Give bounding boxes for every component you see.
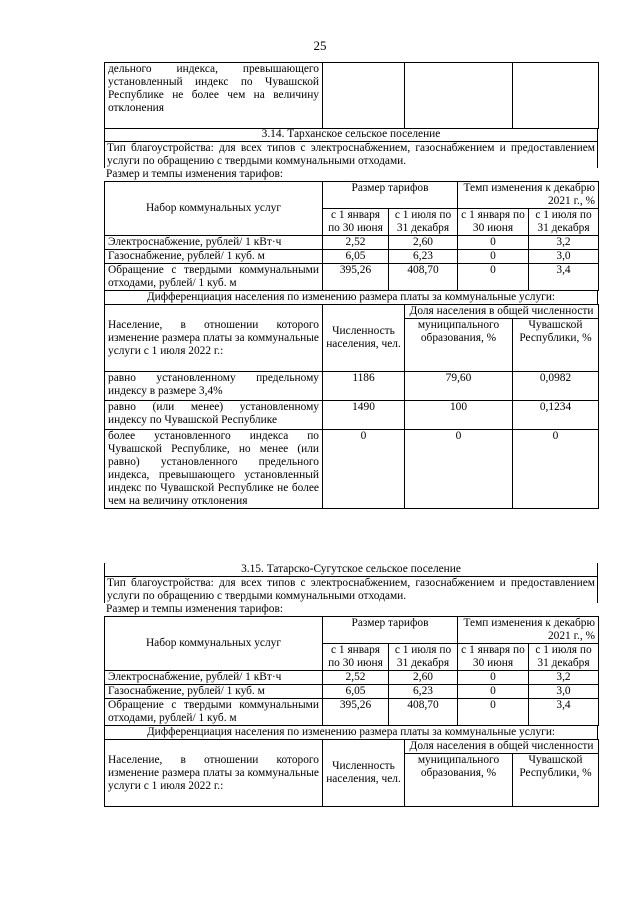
section-15-population-table [104,739,599,807]
top-fragment [104,62,598,129]
tariff-sub-1: с 1 января по 30 июня [323,209,389,236]
population-header-count: Численность населения, чел. [323,740,405,807]
page-number: 25 [313,38,327,53]
section-15-diff-heading: Дифференциация населения по изменению размера платы за коммунальные услуги: [104,726,598,739]
population-rep: 0,0982 [513,372,599,401]
tariff-value: 2,52 [323,236,389,250]
section-15-improvement: Тип благоустройства: для всех типов с электроснабжением, газоснабжением и предоставлением услуги по обращению с твердыми коммунальными отходами. [104,576,598,603]
population-count: 0 [323,430,405,509]
tariff-value: 395,26 [323,264,389,291]
table-row [105,671,599,685]
section-15 [104,563,598,807]
tariff-value: 0 [458,264,529,291]
section-14-diff-heading: Дифференциация населения по изменению размера платы за коммунальные услуги: [104,291,598,304]
population-header-share: Доля населения в общей численности [405,305,599,319]
tariff-value: 2,52 [323,671,389,685]
tariff-sub-3: с 1 января по 30 июня [458,209,529,236]
tariff-sub-4: с 1 июля по 31 декабря [529,209,599,236]
tariff-name: Электроснабжение, рублей/ 1 кВт·ч [105,671,323,685]
table-row [105,685,599,699]
tariff-sub-4: с 1 июля по 31 декабря [529,644,599,671]
population-header-group: Население, в отношении которого изменение размера платы за коммунальные услуги с 1 июля 2022 г.: [105,305,323,372]
population-mun: 79,60 [405,372,513,401]
tariff-value: 3,2 [529,236,599,250]
section-14-population-table [104,304,599,509]
tariff-value: 0 [458,671,529,685]
table-row [105,430,599,509]
tariff-value: 3,0 [529,250,599,264]
population-group: равно (или менее) установленному индексу по Чувашской Республике [105,401,323,430]
population-header-rep: Чувашской Республики, % [513,319,599,372]
table-row [105,264,599,291]
tariff-value: 6,05 [323,250,389,264]
tariff-name: Газоснабжение, рублей/ 1 куб. м [105,250,323,264]
tariff-value: 3,2 [529,671,599,685]
section-14 [104,128,598,509]
tariff-value: 6,23 [389,250,458,264]
tariff-value: 6,23 [389,685,458,699]
tariff-value: 408,70 [389,699,458,726]
population-rep: 0,1234 [513,401,599,430]
tariff-value: 0 [458,685,529,699]
population-header-rep: Чувашской Республики, % [513,754,599,807]
tariff-header-rate: Темп изменения к декабрю 2021 г., % [458,617,599,644]
population-header-share: Доля населения в общей численности [405,740,599,754]
section-14-tariff-table [104,181,599,291]
population-mun: 0 [405,430,513,509]
section-15-tariffs-heading: Размер и темпы изменения тарифов: [106,603,284,615]
tariff-value: 2,60 [389,236,458,250]
tariff-header-size: Размер тарифов [323,182,458,209]
tariff-name: Обращение с твердыми коммунальными отходами, рублей/ 1 куб. м [105,264,323,291]
tariff-value: 3,0 [529,685,599,699]
population-mun: 100 [405,401,513,430]
population-count: 1186 [323,372,405,401]
tariff-header-service: Набор коммунальных услуг [105,617,323,671]
tariff-sub-2: с 1 июля по 31 декабря [389,209,458,236]
tariff-header-rate: Темп изменения к декабрю 2021 г., % [458,182,599,209]
tariff-value: 2,60 [389,671,458,685]
tariff-value: 408,70 [389,264,458,291]
table-row [105,250,599,264]
section-14-tariffs-heading: Размер и темпы изменения тарифов: [106,168,284,180]
tariff-value: 0 [458,699,529,726]
table-row [105,401,599,430]
top-fragment-text: дельного индекса, превышающего установленный индекс по Чувашской Республике не более чем на величину отклонения [105,63,323,129]
population-group: более установленного индекса по Чувашской Республике, но менее (или равно) установленного предельного индекса, превышающего установленный индекс по Чувашской Республике не более чем на величину отклонения [105,430,323,509]
tariff-value: 395,26 [323,699,389,726]
tariff-value: 3,4 [529,264,599,291]
population-header-count: Численность населения, чел. [323,305,405,372]
table-row [105,699,599,726]
table-row [105,236,599,250]
section-14-improvement: Тип благоустройства: для всех типов с электроснабжением, газоснабжением и предоставлением услуги по обращению с твердыми коммунальными отходами. [104,141,598,168]
tariff-sub-2: с 1 июля по 31 декабря [389,644,458,671]
tariff-value: 6,05 [323,685,389,699]
population-count: 1490 [323,401,405,430]
population-rep: 0 [513,430,599,509]
tariff-value: 3,4 [529,699,599,726]
tariff-sub-3: с 1 января по 30 июня [458,644,529,671]
tariff-name: Обращение с твердыми коммунальными отходами, рублей/ 1 куб. м [105,699,323,726]
section-14-title: 3.14. Тарханское сельское поселение [104,128,598,141]
population-header-mun: муниципального образования, % [405,319,513,372]
tariff-value: 0 [458,250,529,264]
tariff-value: 0 [458,236,529,250]
tariff-header-service: Набор коммунальных услуг [105,182,323,236]
tariff-header-size: Размер тарифов [323,617,458,644]
table-row [105,372,599,401]
section-15-title: 3.15. Татарско-Сугутское сельское поселение [104,563,598,576]
population-group: равно установленному предельному индексу в размере 3,4% [105,372,323,401]
tariff-name: Электроснабжение, рублей/ 1 кВт·ч [105,236,323,250]
section-15-tariff-table [104,616,599,726]
population-header-group: Население, в отношении которого изменение размера платы за коммунальные услуги с 1 июля 2022 г.: [105,740,323,807]
tariff-name: Газоснабжение, рублей/ 1 куб. м [105,685,323,699]
tariff-sub-1: с 1 января по 30 июня [323,644,389,671]
population-header-mun: муниципального образования, % [405,754,513,807]
